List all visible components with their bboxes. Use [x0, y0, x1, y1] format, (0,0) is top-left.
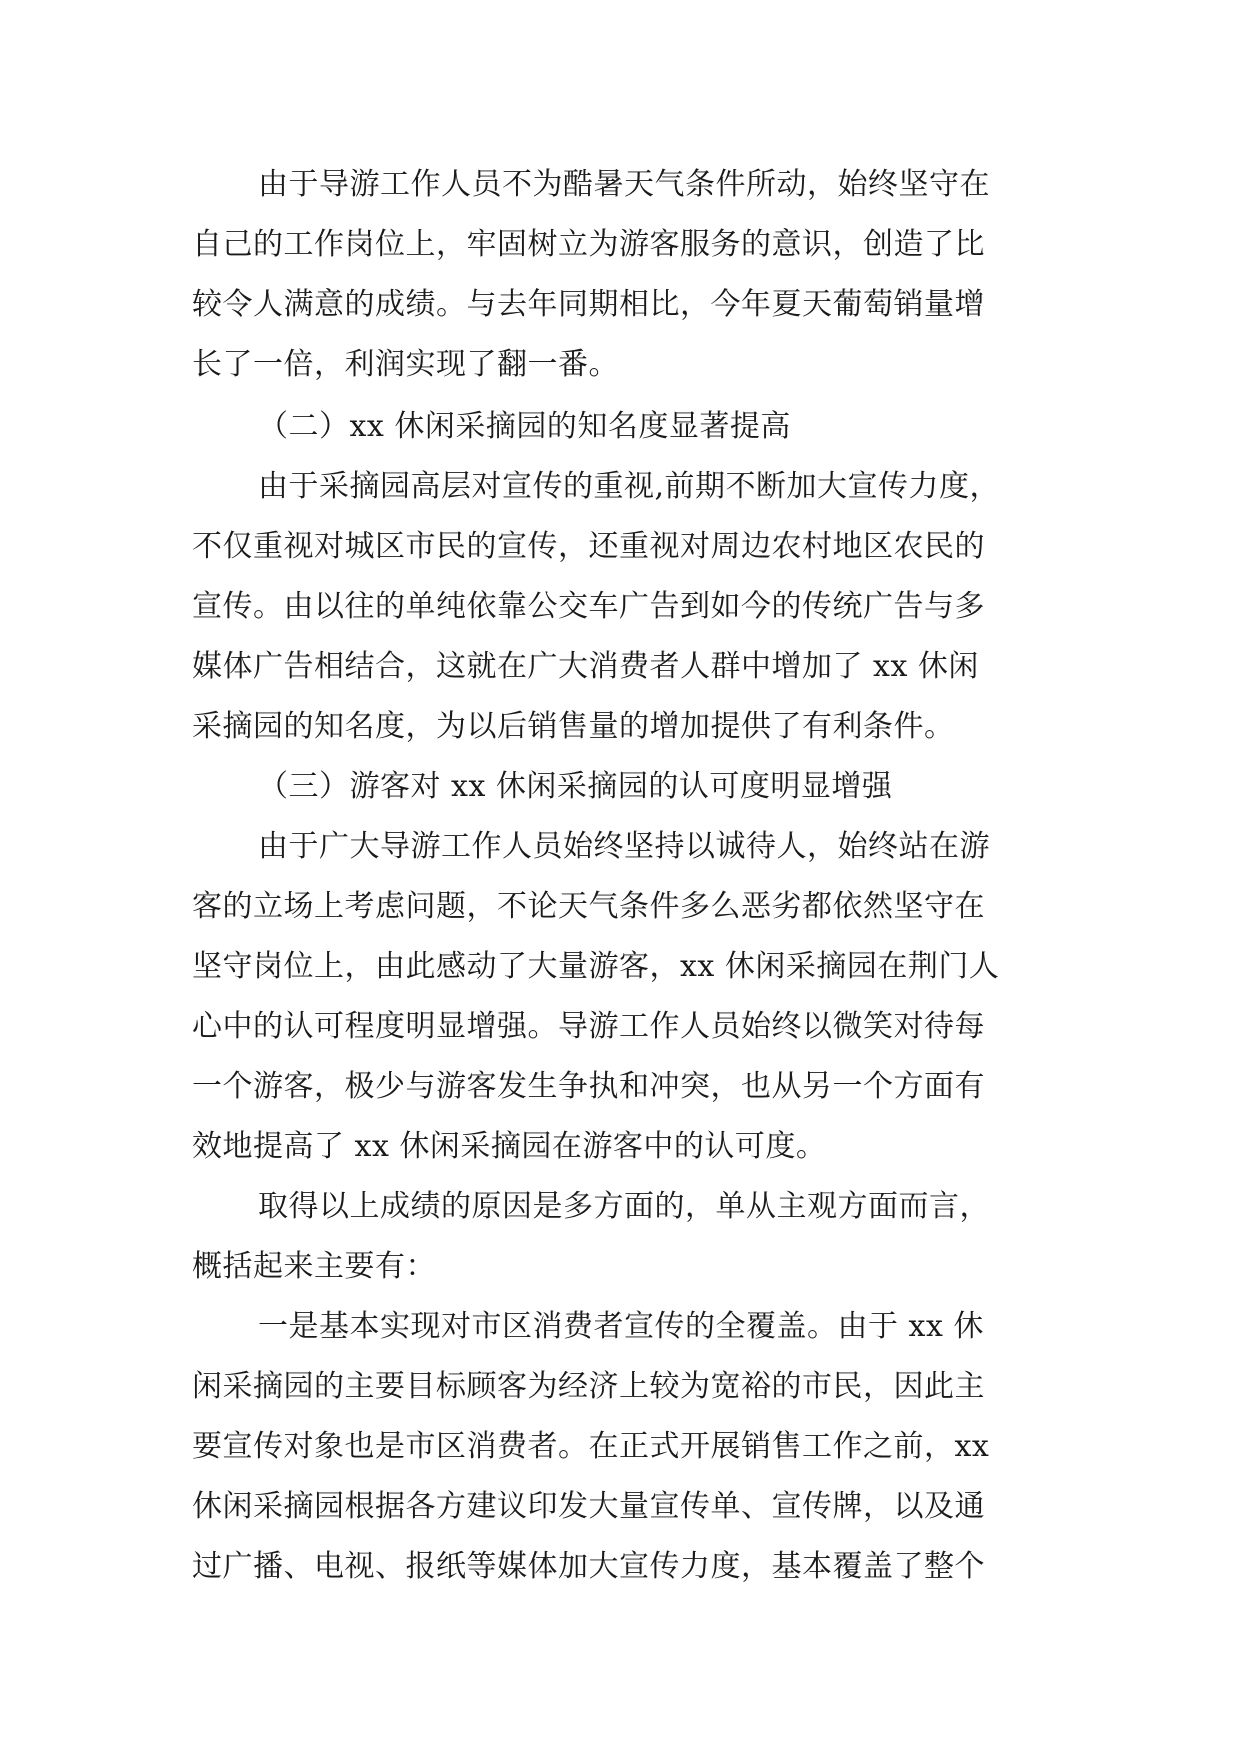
paragraph-line: 由于广大导游工作人员始终坚持以诚待人，始终站在游 [258, 829, 990, 864]
paragraph-line: 不仅重视对城区市民的宣传，还重视对周边农村地区农民的 [192, 529, 985, 564]
section-heading: （三）游客对 xx 休闲采摘园的认可度明显增强 [258, 769, 893, 804]
paragraph-line: 较令人满意的成绩。与去年同期相比，今年夏天葡萄销量增 [192, 287, 985, 322]
paragraph-line: 心中的认可程度明显增强。导游工作人员始终以微笑对待每 [192, 1009, 985, 1044]
paragraph-line: 采摘园的知名度，为以后销售量的增加提供了有利条件。 [192, 709, 955, 744]
paragraph-line: 由于导游工作人员不为酷暑天气条件所动，始终坚守在 [258, 167, 990, 202]
paragraph-line: 坚守岗位上，由此感动了大量游客，xx 休闲采摘园在荆门人 [192, 949, 1000, 984]
paragraph-line: 长了一倍，利润实现了翻一番。 [192, 347, 619, 382]
paragraph-line: 休闲采摘园根据各方建议印发大量宣传单、宣传牌，以及通 [192, 1489, 985, 1524]
section-heading: （二）xx 休闲采摘园的知名度显著提高 [258, 409, 791, 444]
paragraph-line: 闲采摘园的主要目标顾客为经济上较为宽裕的市民，因此主 [192, 1369, 985, 1404]
paragraph-line: 由于采摘园高层对宣传的重视,前期不断加大宣传力度， [258, 469, 1001, 504]
paragraph-line: 过广播、电视、报纸等媒体加大宣传力度，基本覆盖了整个 [192, 1549, 985, 1584]
paragraph-line: 自己的工作岗位上，牢固树立为游客服务的意识，创造了比 [192, 227, 985, 262]
paragraph-line: 一个游客，极少与游客发生争执和冲突，也从另一个方面有 [192, 1069, 985, 1104]
paragraph-line: 媒体广告相结合，这就在广大消费者人群中增加了 xx 休闲 [192, 649, 979, 684]
paragraph-line: 效地提高了 xx 休闲采摘园在游客中的认可度。 [192, 1129, 827, 1164]
paragraph-line: 宣传。由以往的单纯依靠公交车广告到如今的传统广告与多 [192, 589, 985, 624]
paragraph-line: 概括起来主要有： [192, 1249, 436, 1284]
paragraph-line: 客的立场上考虑问题，不论天气条件多么恶劣都依然坚守在 [192, 889, 985, 924]
paragraph-line: 要宣传对象也是市区消费者。在正式开展销售工作之前，xx [192, 1429, 990, 1464]
paragraph-line: 取得以上成绩的原因是多方面的，单从主观方面而言， [258, 1189, 990, 1224]
paragraph-line: 一是基本实现对市区消费者宣传的全覆盖。由于 xx 休 [258, 1309, 984, 1344]
